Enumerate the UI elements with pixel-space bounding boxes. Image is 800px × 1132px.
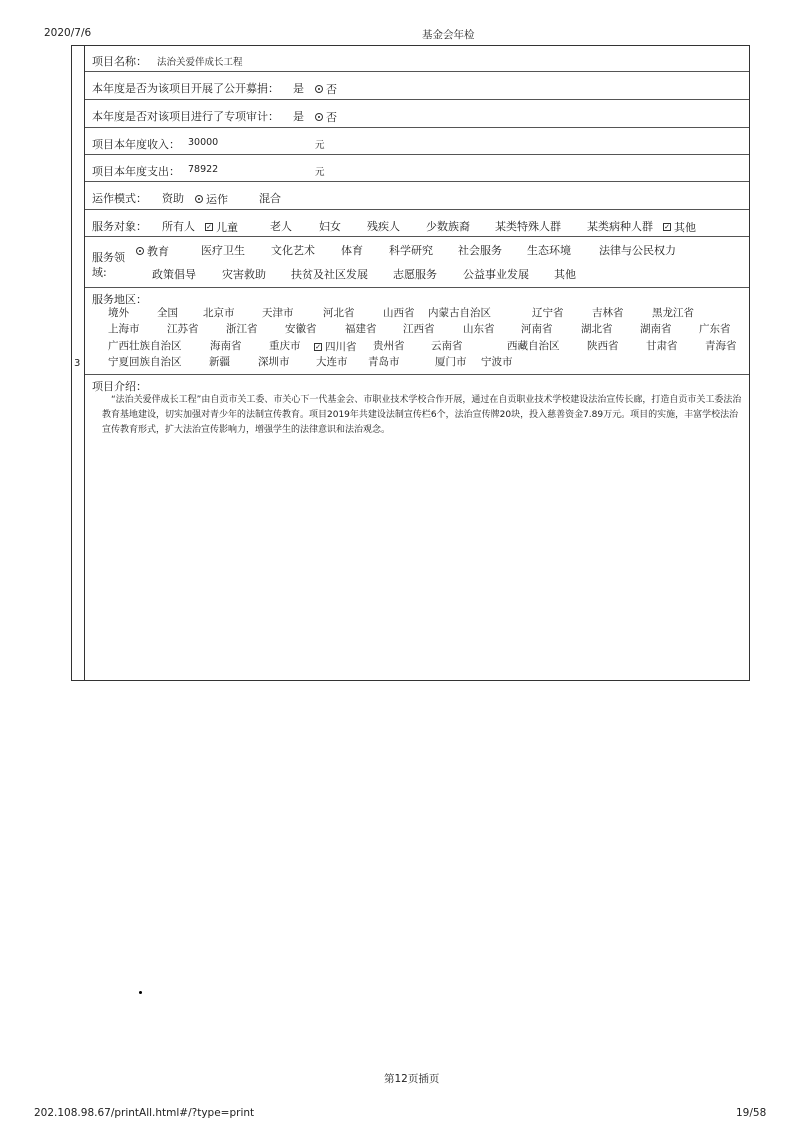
no-label: 否 — [326, 111, 337, 124]
region-item[interactable]: 广西壮族自治区 — [108, 340, 182, 352]
service-field-option-sports[interactable] — [341, 242, 363, 258]
region-item[interactable]: 河北省 — [323, 307, 355, 319]
intro-text: “法治关爱伴成长工程”由自贡市关工委、市关心下一代基金会、市职业技术学校合作开展，通过在自贡职业技术学校建设法治宣传长廊，打造自贡市关工委法治教育基地建设，切实加强对青少年的法制宣传教育。项目2019年共建设法制宣传栏6个，法治宣传牌20块，投入慈善资金7.89万元。项目的实施，丰富学校法治宣传教育形式，扩大法治宣传影响力，增强学生的法律意识和法治观念。 — [102, 395, 742, 435]
region-item[interactable]: 大连市 — [316, 356, 348, 368]
print-url: 202.108.98.67/printAll.html#/?type=print — [34, 1107, 255, 1119]
service-field-option-volunteer[interactable] — [393, 266, 437, 282]
region-item[interactable]: 黑龙江省 — [652, 307, 694, 319]
region-item[interactable]: 青岛市 — [368, 356, 400, 368]
region-item[interactable]: 天津市 — [262, 307, 294, 319]
option-label: 妇女 — [319, 220, 341, 233]
region-item[interactable]: 宁夏回族自治区 — [108, 356, 182, 368]
operation-mode-option-mixed[interactable] — [259, 190, 281, 206]
option-label: 公益事业发展 — [463, 268, 529, 281]
region-item[interactable]: 广东省 — [699, 323, 731, 335]
region-item[interactable]: 青海省 — [705, 340, 737, 352]
service-area-label: 服务地区： — [92, 293, 147, 306]
region-item[interactable]: 安徽省 — [285, 323, 317, 335]
option-label: 老人 — [270, 220, 292, 233]
option-label: 医疗卫生 — [201, 244, 245, 257]
option-label: 某类病种人群 — [587, 220, 653, 233]
service-field-option-policy[interactable] — [152, 266, 196, 282]
public-fundraising-yes[interactable] — [293, 80, 304, 96]
option-label: 运作 — [206, 193, 228, 206]
radio-selected-icon — [315, 113, 323, 121]
no-label: 否 — [326, 83, 337, 96]
stray-dot — [139, 991, 142, 994]
project-form — [71, 45, 750, 681]
service-target-option-special-group[interactable] — [495, 218, 561, 234]
service-field-option-poverty[interactable] — [291, 266, 368, 282]
operation-mode-option-operate[interactable] — [195, 191, 228, 207]
service-target-option-minority[interactable] — [426, 218, 470, 234]
region-item[interactable]: 甘肃省 — [646, 340, 678, 352]
expense-label: 项目本年度支出： — [92, 165, 180, 178]
region-item[interactable]: 新疆 — [209, 356, 230, 368]
region-item[interactable]: 江苏省 — [167, 323, 199, 335]
operation-mode-label: 运作模式： — [92, 192, 147, 205]
checkbox-checked-icon: ✓ — [664, 223, 670, 231]
service-target-option-elderly[interactable] — [270, 218, 292, 234]
service-field-option-public-welfare[interactable] — [463, 266, 529, 282]
service-field-option-disaster[interactable] — [222, 266, 266, 282]
checkbox-checked-icon: ✓ — [206, 223, 212, 231]
service-target-option-women[interactable] — [319, 218, 341, 234]
service-field-option-culture[interactable] — [271, 242, 315, 258]
public-fundraising-no[interactable] — [315, 81, 337, 97]
service-target-option-disease-group[interactable] — [587, 218, 653, 234]
option-label: 少数族裔 — [426, 220, 470, 233]
project-name-value: 法治关爱伴成长工程 — [157, 57, 243, 68]
row-number: 3 — [74, 358, 81, 369]
option-label: 扶贫及社区发展 — [291, 268, 368, 281]
special-audit-row — [85, 100, 749, 128]
service-field-option-science[interactable] — [389, 242, 433, 258]
option-label: 教育 — [147, 245, 169, 258]
expense-value: 78922 — [188, 164, 219, 175]
page-count: 19/58 — [736, 1107, 767, 1119]
region-item[interactable]: 贵州省 — [373, 340, 405, 352]
option-label: 所有人 — [162, 220, 195, 233]
region-item[interactable]: 上海市 — [108, 323, 140, 335]
service-target-option-disabled[interactable] — [367, 218, 400, 234]
operation-mode-option-fund[interactable] — [162, 190, 184, 206]
option-label: 其他 — [554, 268, 576, 281]
service-field-label-line2: 域: — [92, 266, 107, 279]
option-label: 混合 — [259, 192, 281, 205]
region-item[interactable]: 山东省 — [463, 323, 495, 335]
service-target-option-other[interactable] — [663, 219, 696, 235]
option-label: 某类特殊人群 — [495, 220, 561, 233]
service-field-row — [85, 237, 749, 288]
income-label: 项目本年度收入： — [92, 138, 180, 151]
radio-selected-icon — [315, 85, 323, 93]
option-label: 灾害救助 — [222, 268, 266, 281]
region-label: 四川省 — [325, 341, 357, 353]
public-fundraising-label: 本年度是否为该项目开展了公开募捐： — [92, 82, 279, 95]
region-item[interactable]: 陕西省 — [587, 340, 619, 352]
option-label: 志愿服务 — [393, 268, 437, 281]
region-item[interactable]: 内蒙古自治区 — [428, 307, 491, 319]
page-title: 基金会年检 — [422, 29, 475, 41]
checkbox-checked-icon: ✓ — [315, 342, 321, 351]
print-date: 2020/7/6 — [44, 27, 92, 39]
project-name-row — [85, 46, 749, 72]
service-field-option-education[interactable] — [136, 243, 169, 259]
page-insert-label: 第12页插页 — [384, 1073, 440, 1085]
service-target-option-children[interactable] — [205, 219, 238, 235]
project-name-label: 项目名称： — [92, 55, 147, 68]
operation-mode-row — [85, 182, 749, 210]
option-label: 生态环境 — [527, 244, 571, 257]
region-item[interactable]: 宁波市 — [481, 356, 513, 368]
option-label: 残疾人 — [367, 220, 400, 233]
region-item[interactable]: 全国 — [157, 307, 178, 319]
region-item[interactable]: 云南省 — [431, 340, 463, 352]
option-label: 体育 — [341, 244, 363, 257]
special-audit-label: 本年度是否对该项目进行了专项审计： — [92, 110, 279, 123]
region-item[interactable]: 境外 — [108, 307, 129, 319]
region-item[interactable]: 湖北省 — [581, 323, 613, 335]
option-label: 儿童 — [216, 221, 238, 234]
yes-label: 是 — [293, 110, 304, 123]
radio-selected-icon — [195, 195, 203, 203]
region-item-checked[interactable] — [314, 339, 357, 354]
public-fundraising-row — [85, 72, 749, 100]
expense-row — [85, 155, 749, 182]
intro-row — [85, 375, 749, 680]
expense-unit: 元 — [315, 167, 325, 178]
option-label: 其他 — [674, 221, 696, 234]
service-target-option-all[interactable] — [162, 218, 195, 234]
special-audit-no[interactable] — [315, 109, 337, 125]
region-item[interactable]: 浙江省 — [226, 323, 258, 335]
service-target-row — [85, 210, 749, 237]
radio-selected-icon — [136, 247, 144, 255]
service-field-option-social[interactable] — [458, 242, 502, 258]
region-item[interactable]: 深圳市 — [258, 356, 290, 368]
region-item[interactable]: 江西省 — [403, 323, 435, 335]
region-item[interactable]: 河南省 — [521, 323, 553, 335]
option-label: 文化艺术 — [271, 244, 315, 257]
option-label: 科学研究 — [389, 244, 433, 257]
option-label: 资助 — [162, 192, 184, 205]
option-label: 法律与公民权力 — [599, 244, 676, 257]
region-item[interactable]: 海南省 — [210, 340, 242, 352]
income-row — [85, 128, 749, 155]
service-field-option-ecology[interactable] — [527, 242, 571, 258]
special-audit-yes[interactable] — [293, 108, 304, 124]
income-value: 30000 — [188, 137, 219, 148]
option-label: 社会服务 — [458, 244, 502, 257]
service-area-row — [85, 288, 749, 375]
region-item[interactable]: 辽宁省 — [532, 307, 564, 319]
service-field-option-medical[interactable] — [201, 242, 245, 258]
service-field-label-line1: 服务领 — [92, 251, 125, 264]
region-item[interactable]: 北京市 — [203, 307, 235, 319]
yes-label: 是 — [293, 82, 304, 95]
service-target-label: 服务对象： — [92, 220, 147, 233]
region-item[interactable]: 重庆市 — [269, 340, 301, 352]
region-item[interactable]: 湖南省 — [640, 323, 672, 335]
intro-label: 项目介绍： — [92, 380, 147, 393]
income-unit: 元 — [315, 140, 325, 151]
service-field-option-other[interactable] — [554, 266, 576, 282]
option-label: 政策倡导 — [152, 268, 196, 281]
region-item[interactable]: 福建省 — [345, 323, 377, 335]
region-item[interactable]: 厦门市 — [435, 356, 467, 368]
service-field-option-law[interactable] — [599, 242, 676, 258]
region-item[interactable]: 吉林省 — [592, 307, 624, 319]
region-item[interactable]: 西藏自治区 — [507, 340, 560, 352]
row-number-column — [72, 46, 85, 680]
region-item[interactable]: 山西省 — [383, 307, 415, 319]
